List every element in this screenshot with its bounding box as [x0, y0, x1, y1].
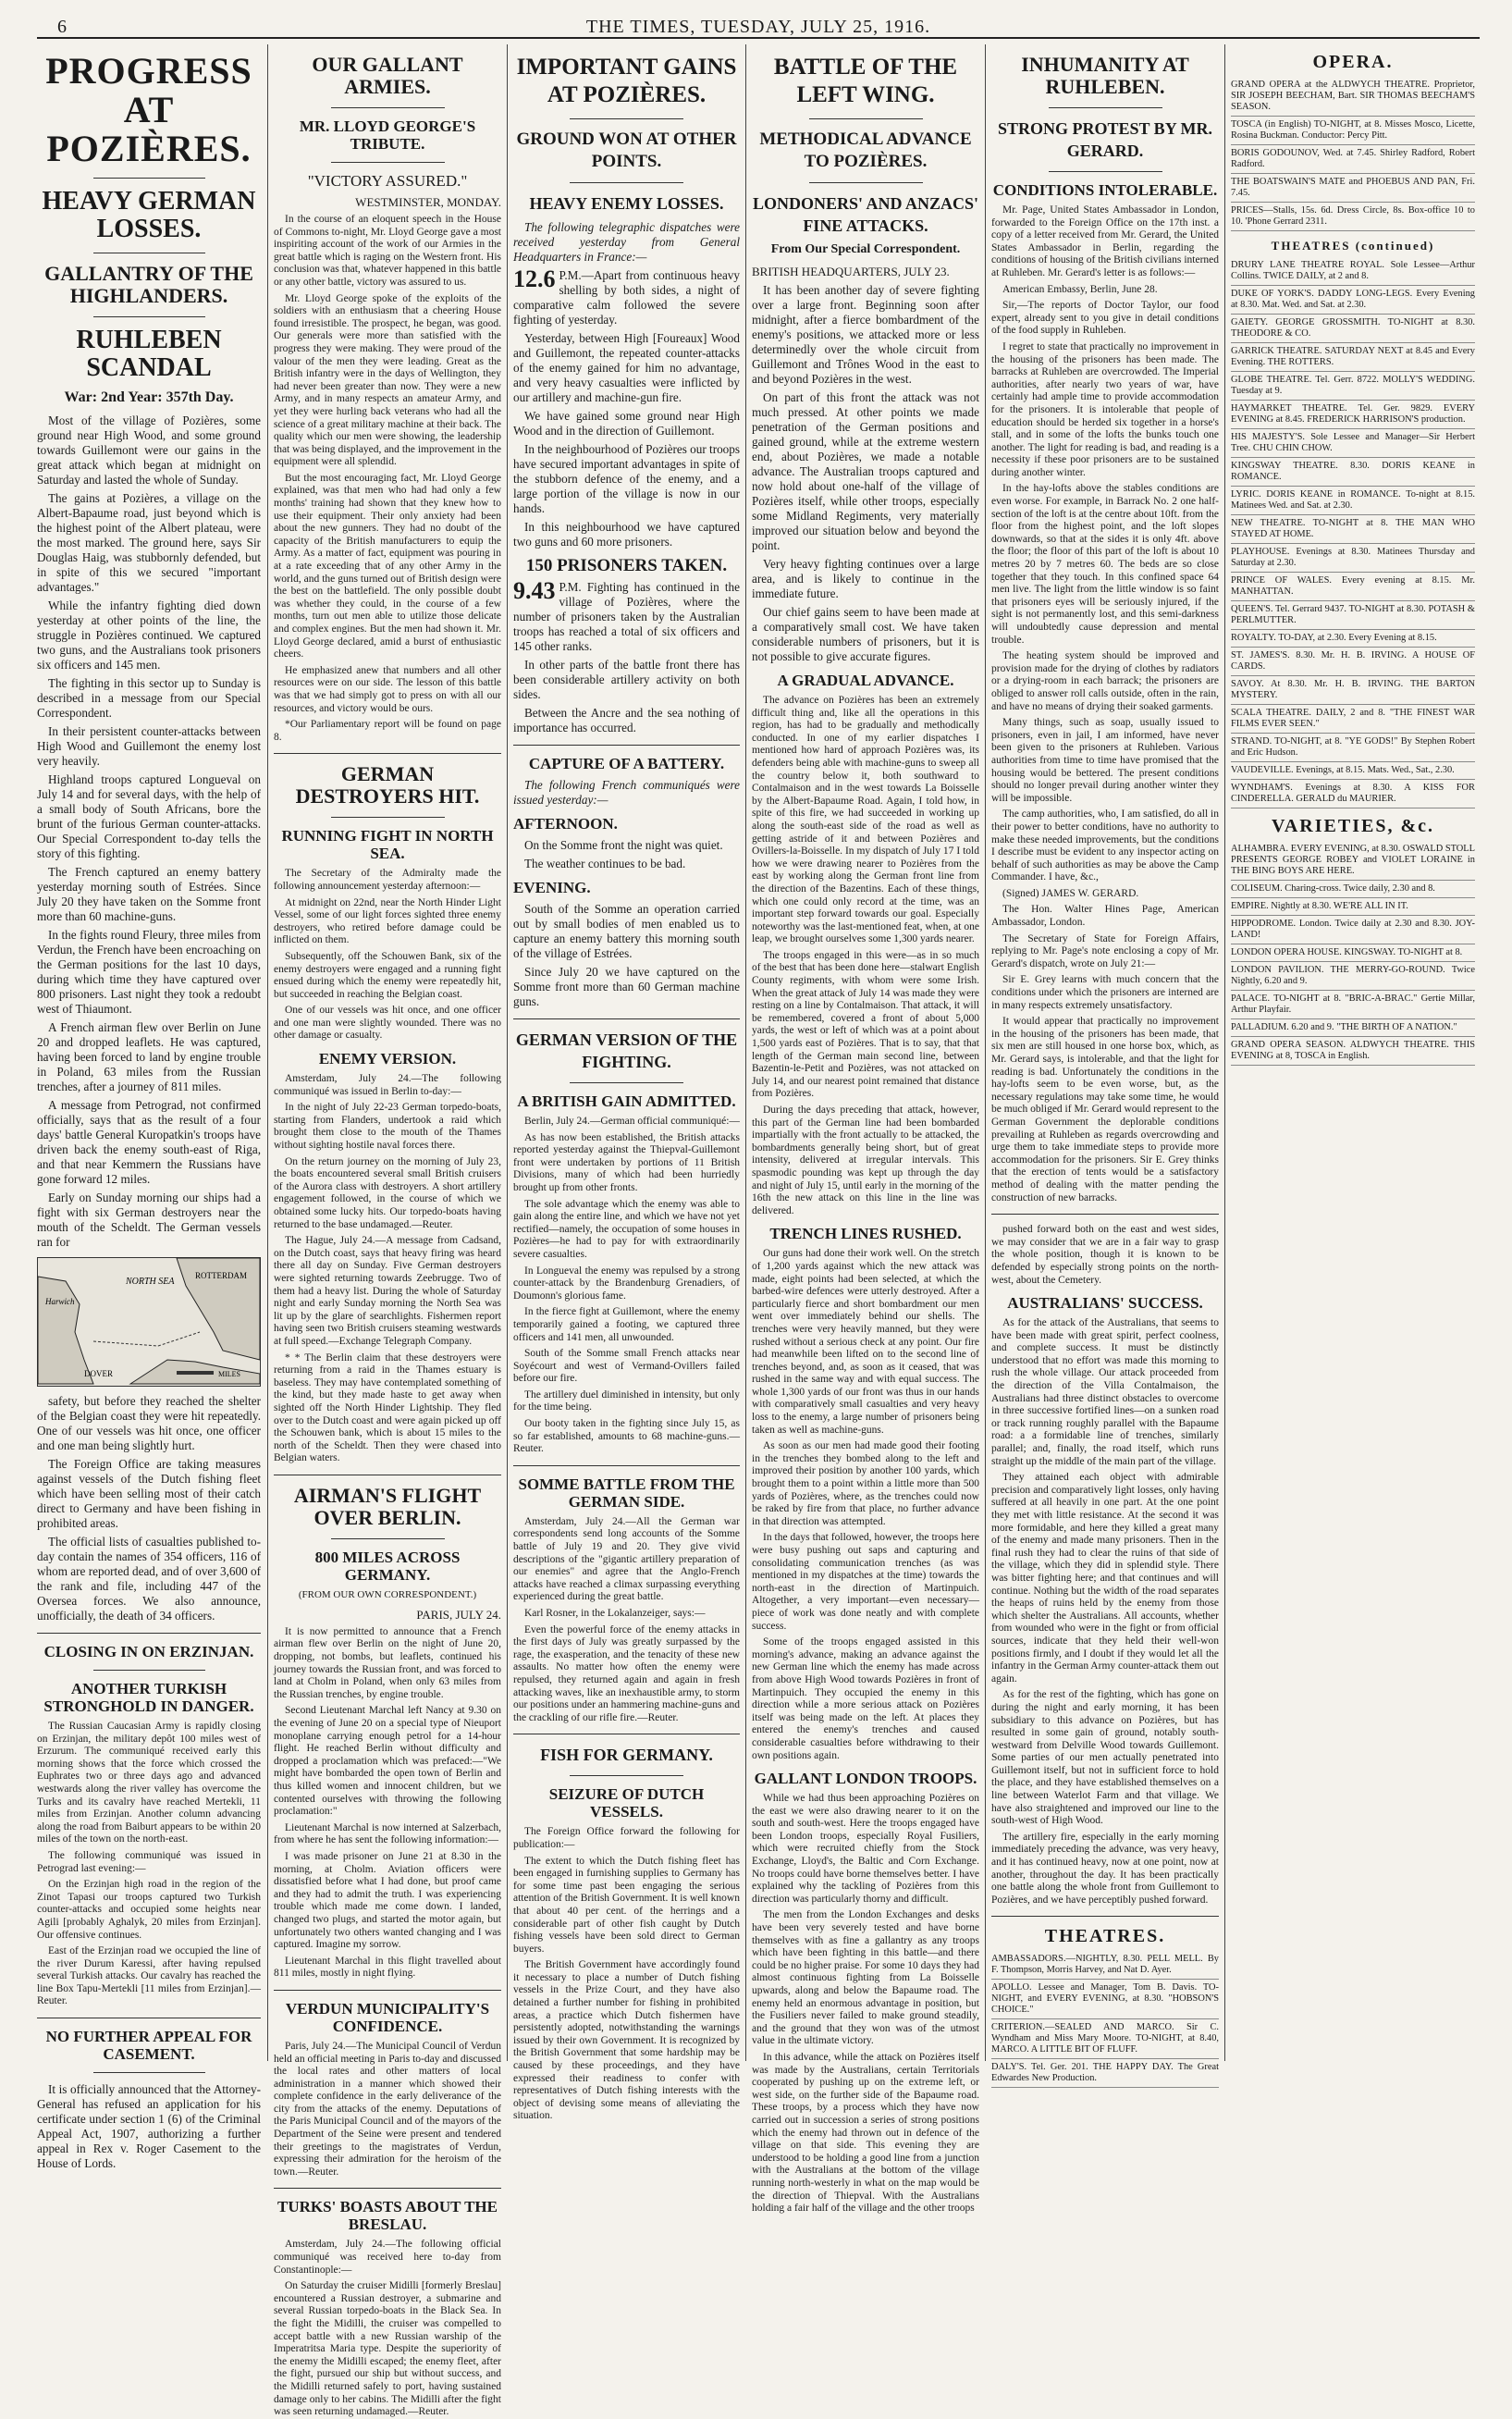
article-paragraph: In this advance, while the attack on Pozières itself was made by the Australians, certain Territorials cooperated by pushing up on the extreme left, or west side, on the further side of the Bapaume road. These troops, by a process which they have now carried out in succession a series of strong positions which the enemy had thrown out in defence of the village on that side. This evening they are understood to be holding a good line from a junction with the Australians at the bottom of the village running north-westerly in what on the map would be the direction of Thiepval. With the Australians holding a fair half of the village and the other troops	[752, 2051, 979, 2215]
opera-headline: OPERA.	[1312, 52, 1394, 72]
theatre-listing: KINGSWAY THEATRE. 8.30. DORIS KEANE in ROMANCE.	[1231, 458, 1475, 487]
article-paragraph: safety, but before they reached the shelter of the Belgian coast they were hit repeatedly. One of our vessels was hit once, one officer and one man being slightly hurt.	[37, 1394, 261, 1452]
theatre-listing: STRAND. TO-NIGHT, at 8. "YE GODS!" By Stephen Robert and Eric Hudson.	[1231, 734, 1475, 762]
variety-listing: LONDON OPERA HOUSE. KINGSWAY. TO-NIGHT at 8.	[1231, 944, 1475, 962]
theatre-listing: APOLLO. Lessee and Manager, Tom B. Davis. TO-NIGHT, and EVERY EVENING, at 8.30. "HOBSON'S CHOICE."	[991, 1980, 1219, 2019]
map-label-miles: MILES	[218, 1370, 240, 1378]
article-paragraph: In the fierce fight at Guillemont, where the enemy temporarily gained a footing, we captured three officers and 141 men, all unwounded.	[513, 1306, 740, 1343]
article-paragraph: The weather continues to be bad.	[524, 857, 686, 870]
article-paragraph: As for the attack of the Australians, that seems to have been made with great spirit, perfect coolness, and complete success. It must be distinctly understood that no effort was made this morning to rush the whole village. Our attack proceeded from the direction of the Villa Contalmaison, the Australians had three distinct obstacles to overcome in three successive fortified lines—on a sunken road or track running roughly parallel with the Bapaume road: a a formidable line of trenches, similarly parallel; and, finally, the road itself, which runs straight up the middle of the main part of the village.	[991, 1317, 1219, 1467]
theatre-listing: PRINCE OF WALES. Every evening at 8.15. Mr. MANHATTAN.	[1231, 573, 1475, 601]
theatre-listing: PLAYHOUSE. Evenings at 8.30. Matinees Thursday and Saturday at 2.30.	[1231, 544, 1475, 573]
article-paragraph: A message from Petrograd, not confirmed officially, says that as the result of a four days' battle General Kuropatkin's troops have driven back the enemy south-east of Riga, and that near Kemmern the Russians have gone forward 12 miles.	[37, 1098, 261, 1186]
theatre-listing: ROYALTY. TO-DAY, at 2.30. Every Evening at 8.15.	[1231, 630, 1475, 648]
airman-subheadline: 800 MILES ACROSS GERMANY.	[314, 1548, 461, 1584]
article-paragraph: Lieutenant Marchal is now interned at Salzerbach, from where he has sent the following information:—	[274, 1821, 501, 1846]
article-paragraph: In the fights round Fleury, three miles from Verdun, the French have been encroaching on the German positions for the last 10 days, during which time they have captured over 800 prisoners. Last night they took a redoubt west of Thiaumont.	[37, 928, 261, 1016]
sub-headline: HEAVY GERMAN LOSSES.	[42, 187, 256, 243]
theatre-listing: WYNDHAM'S. Evenings at 8.30. A KISS FOR CINDERELLA. GERALD du MAURIER.	[1231, 780, 1475, 808]
varieties-headline: VARIETIES, &c.	[1272, 816, 1434, 836]
article-paragraph: One of our vessels was hit once, and one officer and one man were slightly wounded. There was no other damage or casualty.	[274, 1005, 501, 1042]
inhumanity-headline: INHUMANITY AT RUHLEBEN.	[1021, 53, 1189, 98]
article-paragraph: pushed forward both on the east and west sides, we may consider that we are in a fair way to grasp the whole position, though it is known to be defended by especially strong points on the north-west, about the Cemetery.	[991, 1224, 1219, 1286]
article-paragraph: I was made prisoner on June 21 at 8.30 in the morning, at Cholm. Aviation officers were dissatisfied before what I had done, but proof came and they had to admit the truth. I was experiencing trouble which made me come down. I landed, changed two plugs, and started the motor again, but unfortunately two others wanted changing and I was captured. Imagine my sorrow.	[274, 1850, 501, 1951]
article-paragraph: Since July 20 we have captured on the Somme front more than 60 German machine guns.	[513, 965, 740, 1008]
article-paragraph: The British Government have accordingly found it necessary to place a number of Dutch fishing vessels in the Prize Court, and they have also detained a further number for fishing in prohibited areas, a practice which Dutch fishermen have persistently adopted, notwithstanding the warnings issued by their own Government. It is recognized by the British Government that some hardship may be caused by these proceedings, and they have expressed their readiness to confer with representatives of Dutch fishing interests with the object of devising some means of alleviating the situation.	[513, 1959, 740, 2122]
article-paragraph: A French airman flew over Berlin on June 20 and dropped leaflets. He was captured, having been forced to land by engine trouble in Poland, 63 miles from the Russian trenches, after a journey of 811 miles.	[37, 1020, 261, 1093]
theatre-listing: VAUDEVILLE. Evenings, at 8.15. Mats. Wed., Sat., 2.30.	[1231, 762, 1475, 780]
article-paragraph: Our guns had done their work well. On the stretch of 1,200 yards against which the new attack was made, eight points had been selected, at which the barbed-wire defences were utterly destroyed. After a particularly fierce and short bombardment our men went over immediately behind our shells. The trenches were very heavily manned, but they were rushed without a serious check at any point. Our fire had meanwhile been lifted on to the second line of trenches beyond, and, as soon as it ceased, that was rushed in the same way and with equal success. The whole 1,300 yards of our front was thus in our hands with comparatively small casualties and very heavy loss to the enemy, a large number of prisoners being taken as well as machine-guns.	[752, 1248, 979, 1436]
article-paragraph: I regret to state that practically no improvement in the housing of the prisoners has been made. The barracks at Ruhleben are overcrowded. The Imperial authorities, after nearly two years of war, have certainly had ample time to provide accommodation for the prisoners. It is intolerable that people of education should be herded six together in a horse's stall, and in some of the lofts the bunks touch one another. The light for reading is bad, and reading is a necessity if these poor prisoners are to be sustained during another winter.	[991, 340, 1219, 478]
article-paragraph: Many things, such as soap, usually issued to prisoners, even in jail, I am informed, have never been given to the prisoners at Ruhleben. Various authorities from time to time have promised that the housing would be bettered. The present conditions should no longer prevail during another winter they will be impossible.	[991, 717, 1219, 804]
article-paragraph: Berlin, July 24.—German official communiqué:—	[524, 1116, 740, 1127]
article-paragraph: The extent to which the Dutch fishing fleet has been engaged in furnishing supplies to Germany has for some time past been engaging the serious attention of the British Government. It is well known that about 40 per cent. of the herrings and a considerable part of other fish caught by Dutch fishing vessels have been sold direct to German buyers.	[513, 1855, 740, 1955]
article-paragraph: The Foreign Office forward the following for publication:—	[513, 1826, 740, 1850]
article-paragraph: On the Erzinjan high road in the region of the Zinot Tapasi our troops captured two Turkish counter-attacks and occupied some heights near Agili [probably Aghalyk, 20 miles from Erzinjan]. Our offensive continues.	[37, 1879, 261, 1941]
theatres-continued-headline: THEATRES (continued)	[1271, 239, 1435, 253]
masthead	[37, 13, 1480, 39]
article-paragraph: American Embassy, Berlin, June 28.	[1002, 283, 1158, 295]
verdun-text: Paris, July 24.—The Municipal Council of Verdun held an official meeting in Paris to-day and discussed the local rates and other matters of local administration in a manner which showed their complete confidence in the early deliverance of the city from the attacks of the enemy. Deputations of the Paris Municipal Council and of the mayors of the Department of the Seine were present and tendered their greetings to the magistrates of Verdun, expressing their admiration for the heroism of the town.—Reuter.	[274, 2040, 501, 2178]
victory-quote: "VICTORY ASSURED."	[307, 172, 468, 190]
article-paragraph: The official lists of casualties published to-day contain the names of 354 officers, 116 of whom are reported dead, and of over 3,600 of the rank and file, including 447 of the Oversea forces. We also announce, unofficially, the death of 34 officers.	[37, 1535, 261, 1623]
variety-listing: COLISEUM. Charing-cross. Twice daily, 2.30 and 8.	[1231, 881, 1475, 898]
variety-listing: LONDON PAVILION. THE MERRY-GO-ROUND. Twice Nightly, 6.20 and 9.	[1231, 962, 1475, 991]
article-paragraph: But the most encouraging fact, Mr. Lloyd George explained, was that men who had had only a few months' training had shown that they knew how to use their equipment. Their only anxiety had been about the new gunners. They had no doubt of the capacity of the British manufacturers to equip the Army. As a matter of fact, equipment was pouring in at a rate exceeding that of any other Army in the world, and the guns turned out of British design were the best on the battlefield. The only possible doubt was whether they could, in the course of a few months, turn out men able to utilize those delicate and complex engines. But the men had shown it. Mr. Lloyd George declared, amid a burst of enthusiastic cheers.	[274, 472, 501, 660]
article-paragraph: The Secretary of State for Foreign Affairs, replying to Mr. Page's note enclosing a copy of Mr. Gerard's dispatch, wrote on July 21:—	[991, 932, 1219, 969]
variety-listing: GRAND OPERA SEASON. ALDWYCH THEATRE. THIS EVENING at 8, TOSCA in English.	[1231, 1037, 1475, 1066]
enemy-version-headline: ENEMY VERSION.	[318, 1050, 457, 1068]
article-paragraph: The heating system should be improved and provision made for the drying of clothes by radiators or a drying-room in each barrack; the prisoners are obliged to answer roll calls outside, often in the rain, and have no means of drying their soaked garments.	[991, 650, 1219, 712]
article-paragraph: Most of the village of Pozières, some ground near High Wood, and some ground towards Guillemont were our gains in the great attack which began at midnight on Saturday and lasted the whole of Sunday.	[37, 413, 261, 487]
article-paragraph: The artillery duel diminished in intensity, but only for the time being.	[513, 1388, 740, 1413]
article-paragraph: In their persistent counter-attacks between High Wood and Guillemont the enemy lost very heavily.	[37, 724, 261, 768]
theatre-listing: AMBASSADORS.—NIGHTLY, 8.30. PELL MELL. By F. Thompson, Morris Harvey, and Nat D. Ayer.	[991, 1951, 1219, 1980]
article-paragraph: The French captured an enemy battery yesterday morning south of Estrées. Since July 20 they have taken on the Somme front more than 60 machine-guns.	[37, 865, 261, 923]
article-paragraph: Our booty taken in the fighting since July 15, as so far established, amounts to 68 machine-guns.—Reuter.	[513, 1418, 740, 1455]
article-paragraph: Between the Ancre and the sea nothing of importance has occurred.	[513, 706, 740, 734]
article-paragraph: The Secretary of the Admiralty made the following announcement yesterday afternoon:—	[274, 868, 501, 892]
airman-headline: AIRMAN'S FLIGHT OVER BERLIN.	[293, 1483, 482, 1529]
battery-intro: The following French communiqués were issued yesterday:—	[513, 778, 740, 807]
article-paragraph: Sir,—The reports of Doctor Taylor, our food expert, already sent to you give in detail conditions of the food supply in Ruhleben.	[991, 300, 1219, 337]
dispatch-text: P.M.—Apart from continuous heavy shelling by both sides, a night of comparative calm followed the severe fighting of yesterday.	[513, 268, 740, 327]
fish-headline: FISH FOR GERMANY.	[540, 1746, 713, 1765]
article-paragraph: Amsterdam, July 24.—The following communiqué was issued in Berlin to-day:—	[274, 1073, 501, 1097]
article-paragraph: Second Lieutenant Marchal left Nancy at 9.30 on the evening of June 20 on a special type of Nieuport monoplane carrying enough petrol for a 14-hour flight. He reached Berlin without difficulty and dropped a proclamation which was prefaced:—"We might have bombarded the open town of Berlin and thus killed women and innocent children, but we contented ourselves with throwing the following proclamation:"	[274, 1705, 501, 1818]
seizure-headline: SEIZURE OF DUTCH VESSELS.	[548, 1785, 705, 1821]
article-paragraph: The men from the London Exchanges and desks have been very severely tested and have borne themselves with as fine a gallantry as any troops which have been fighting in this battle—and there could be no higher praise. For some 10 days they had almost continuous fighting from La Boisselle upwards, along and below the Bapaume road. The enemy held an enormous advantage in position, but the Fusiliers never failed to make ground steadily, and the ground that they won was of the utmost value in the ultimate victory.	[752, 1909, 979, 2047]
article-paragraph: In the days that followed, however, the troops here were busy pushing out saps and capturing and consolidating communication trenches (as was mentioned in my dispatches at the time) towards the north-east in the direction of Martinpuich. Altogether, a very important—even necessary—piece of work was done neatly and with complete success.	[752, 1532, 979, 1632]
article-paragraph: Even the powerful force of the enemy attacks in the first days of July was greatly surpassed by the rage, the exasperation, and the tenacity of these new assaults. No matter how often the enemy were repulsed, they returned again and again in fresh attacking waves, like an inexhaustible army, to storm our positions under an hammering machine-guns and the crackling of our rifle fire.—Reuter.	[513, 1623, 740, 1723]
appeal-text: It is officially announced that the Attorney-General has refused an application for his certificate under section 1 (6) of the Criminal Appeal Act, 1907, authorizing a further appeal in Rex v. Roger Casement to the House of Lords.	[37, 2082, 261, 2171]
dispatch-text: P.M. Fighting has continued in the village of Pozières, where the number of prisoners taken by the Australian troops has reached a total of six officers and 145 other ranks.	[513, 580, 740, 653]
time-stamp: 12.6	[513, 265, 556, 292]
theatre-listing: SCALA THEATRE. DAILY, 2 and 8. "THE FINEST WAR FILMS EVER SEEN."	[1231, 705, 1475, 734]
theatre-listing: QUEEN'S. Tel. Gerrard 9437. TO-NIGHT at 8.30. POTASH & PERLMUTTER.	[1231, 601, 1475, 630]
london-troops-headline: GALLANT LONDON TROOPS.	[754, 1770, 977, 1788]
article-paragraph: It would appear that practically no improvement in the housing of the prisoners has been made, that six men are still housed in one horse box, which, as Mr. Gerard says, is intolerable, and that the light for reading is bad. Unfortunately the conditions in the hay-lofts seem to be even worse, but, as the necessary regulations may take some time, he would be much obliged if Mr. Gerard would represent to the German Government the deplorable conditions prevailing at Ruhleben as regards overcrowding and urge them to take immediate steps to provide more accommodation for the prisoners. Sir E. Grey thinks that the erection of tents would be a satisfactory method of dealing with the matter pending the construction of new barracks.	[991, 1016, 1219, 1203]
column-5	[991, 44, 1219, 2084]
article-paragraph: As has now been established, the British attacks reported yesterday against the Thiepval-Guillemont front were undertaken by portions of 11 British Divisions, many of which had been hurriedly brought up from other fronts.	[513, 1131, 740, 1193]
article-paragraph: In the course of an eloquent speech in the House of Commons to-night, Mr. Lloyd George gave a most inspiriting account of the work of our Armies in the great battle which is raging on the Western front. His conclusion was that, whatever happened in this battle or any other battle, victory was assured to us.	[274, 214, 501, 288]
airman-dateline: PARIS, JULY 24.	[416, 1607, 501, 1622]
left-wing-headline: BATTLE OF THE LEFT WING.	[773, 55, 958, 107]
australians-headline: AUSTRALIANS' SUCCESS.	[1007, 1294, 1203, 1313]
gradual-advance-headline: A GRADUAL ADVANCE.	[777, 672, 954, 689]
opera-listing: THE BOATSWAIN'S MATE and PHOEBUS AND PAN, Fri. 7.45.	[1231, 174, 1475, 203]
article-paragraph: The fighting in this sector up to Sunday is described in a message from our Special Correspondent.	[37, 676, 261, 720]
erzinjan-headline: CLOSING IN ON ERZINJAN.	[43, 1643, 254, 1660]
somme-headline: SOMME BATTLE FROM THE GERMAN SIDE.	[518, 1475, 735, 1511]
theatre-listing: DALY'S. Tel. Ger. 201. THE HAPPY DAY. The Great Edwardes New Production.	[991, 2059, 1219, 2088]
theatre-listing: DUKE OF YORK'S. DADDY LONG-LEGS. Every Evening at 8.30. Mat. Wed. and Sat. at 2.30.	[1231, 286, 1475, 315]
north-sea-map	[37, 1257, 261, 1387]
column-1	[37, 44, 261, 2171]
theatre-listing: DRURY LANE THEATRE ROYAL. Sole Lessee—Arthur Collins. TWICE DAILY, at 2 and 8.	[1231, 257, 1475, 286]
theatre-listing: HAYMARKET THEATRE. Tel. Ger. 9829. EVERY EVENING at 8.45. FREDERICK HARRISON'S production.	[1231, 401, 1475, 429]
article-paragraph: In Longueval the enemy was repulsed by a strong counter-attack by the Brandenburg Grenadiers, of Doumonn's glorious fame.	[513, 1265, 740, 1302]
verdun-headline: VERDUN MUNICIPALITY'S CONFIDENCE.	[285, 1999, 490, 2035]
article-paragraph: In this neighbourhood we have captured two guns and 60 more prisoners.	[513, 520, 740, 549]
article-paragraph: Very heavy fighting continues over a large area, and is likely to continue in the immediate future.	[752, 557, 979, 600]
theatre-listing: NEW THEATRE. TO-NIGHT at 8. THE MAN WHO STAYED AT HOME.	[1231, 515, 1475, 544]
article-paragraph: While the infantry fighting died down yesterday at other points of the line, the struggle in Pozières continued. We captured two guns, and the Australians took prisoners six officers and 145 men.	[37, 599, 261, 672]
variety-listing: PALACE. TO-NIGHT at 8. "BRIC-A-BRAC." Gertie Millar, Arthur Playfair.	[1231, 991, 1475, 1019]
article-paragraph: On part of this front the attack was not much pressed. At other points we made penetration of the German positions and gained ground, while at the extreme western end, about Pozières, we made a notable advance. The Australian troops captured and now hold about one-half of the village of Pozières itself, while other troops, especially some Midland Regiments, very materially improved our situation below and beyond the point.	[752, 390, 979, 552]
article-paragraph: The troops engaged in this were—as in so much of the best that has been done here—stalwart English County regiments, with whom were some Irish. When the great attack of July 14 was made they were resting on a line by Contalmaison. That attack, it will be remembered, covered a front of about 5,000 yards, the west or left of which was at a point about 1,500 yards east of Pozières. That is to say, that that length of the German main second line, between Bazentin-le-Petit and Pozières, was not attacked on July 14, and our nearest point remained that distance from Pozières.	[752, 949, 979, 1100]
article-paragraph: The sole advantage which the enemy was able to gain along the entire line, and which we have not yet rectified—namely, the occupation of some houses in Pozières—he had to pay for with extraordinarily severe casualties.	[513, 1198, 740, 1260]
trench-lines-headline: TRENCH LINES RUSHED.	[769, 1225, 962, 1243]
article-paragraph: As for the rest of the fighting, which has gone on during the night and early morning, it has been subsidiary to this advance on Pozières, but has resulted in some gain of ground, notably south-westward from Delville Wood towards Guillemont. Some parties of our men actually penetrated into Guillemont itself, but not in sufficient force to hold the place, and they have established themselves on a line between Waterlot Farm and that village. We have also straightened and improved our line to the south-west of High Wood.	[991, 1689, 1219, 1827]
article-paragraph: The gains at Pozières, a village on the Albert-Bapaume road, just beyond which is the highest point of the Albert plateau, were the most marked. The ground here, says Sir Douglas Haig, was stubbornly defended, but in spite of this we secured "important advantages."	[37, 491, 261, 594]
article-paragraph: On Saturday the cruiser Midilli [formerly Breslau] encountered a Russian destroyer, a submarine and several Russian torpedo-boats in the Black Sea. In the fight the Midilli, the cruiser was compelled to accept battle with a new Russian warship of the Imperatritsa Maria type. Despite the superiority of the enemy the Midilli escaped; the enemy fleet, after the fight, pursued our ship but without success, and the Midilli returned safely to port, having sustained damage only to her cabins. The Midilli after the fight was seen returning undamaged.—Reuter.	[274, 2280, 501, 2418]
opera-listing: GRAND OPERA at the ALDWYCH THEATRE. Proprietor, SIR JOSEPH BEECHAM, Bart. SIR THOMAS BEECHAM'S SEASON.	[1231, 77, 1475, 117]
breslau-headline: TURKS' BOASTS ABOUT THE BRESLAU.	[277, 2198, 498, 2234]
article-paragraph: During the days preceding that attack, however, this part of the German line had been bombarded impartially with the front actually to be attacked, the bombardments generally being short, but of great intensity, delivered at irregular intervals. This spasmodic pounding was kept up through the day and night of July 15, until early in the morning of the 16th the new attack on this line in the line was delivered.	[752, 1105, 979, 1216]
main-headline: PROGRESS AT POZIÈRES.	[45, 50, 252, 169]
theatre-listing: GAIETY. GEORGE GROSSMITH. TO-NIGHT at 8.30. THEODORE & CO.	[1231, 315, 1475, 343]
evening-label: EVENING.	[513, 879, 591, 896]
article-paragraph: As soon as our men had made good their footing in the trenches they bombed along to the left and improved their position by another 100 yards, which brought them to a point within a little more than 500 yards of Pozières, where, as the trenches could now be raked by fire from that place, no further advance in that direction was attempted.	[752, 1440, 979, 1527]
appeal-headline: NO FURTHER APPEAL FOR CASEMENT.	[45, 2028, 252, 2064]
article-paragraph: Mr. Lloyd George spoke of the exploits of the soldiers with an enthusiasm that a cheering House found irresistible. The prospect, he began, was good. Our generals were more than satisfied with the progress they were making. They were proud of the valour of the men they were leading. Great as the British infantry were in the days of Wellington, they had never been greater than now. They were a new Army, and in many respects an amateur Army, and yet they were hurling back veterans who had all the science of a great military machine at their back. The quality which our men were showing, the leadership that was being displayed, and the improvement in the equipment were all splendid.	[274, 292, 501, 468]
gains-headline: IMPORTANT GAINS AT POZIÈRES.	[516, 55, 737, 107]
article-paragraph: * * The Berlin claim that these destroyers were returning from a raid in the Thames estuary is baseless. They may have contemplated something of the kind, but they made haste to get away when sighted off the North Hinder Lightship. They fled over to the Dutch coast and were again picked up off the Schouwen bank, which is about 15 miles to the north of the Scheldt. Then they were chased into Belgian waters.	[274, 1351, 501, 1464]
theatre-listing: GARRICK THEATRE. SATURDAY NEXT at 8.45 and Every Evening. THE ROTTERS.	[1231, 343, 1475, 372]
theatre-listing: CRITERION.—SEALED AND MARCO. Sir C. Wyndham and Miss Mary Moore. TO-NIGHT, at 8.40, MARCO. A LITTLE BIT OF FLUFF.	[991, 2019, 1219, 2059]
opera-listing: BORIS GODOUNOV, Wed. at 7.45. Shirley Radford, Robert Radford.	[1231, 145, 1475, 174]
dispatch-intro: The following telegraphic dispatches were received yesterday from General Headquarters in France:—	[513, 220, 740, 264]
article-paragraph: Subsequently, off the Schouwen Bank, six of the enemy destroyers were engaged and a running fight ensued during which the enemy were repeatedly hit, but succeeded in reaching the Belgian coast.	[274, 950, 501, 1000]
article-paragraph: In the night of July 22-23 German torpedo-boats, starting from Flanders, undertook a raid which brought them close to the mouth of the Thames without sighting hostile naval forces there.	[274, 1102, 501, 1152]
article-paragraph: The Hon. Walter Hines Page, American Ambassador, London.	[991, 904, 1219, 929]
column-4	[752, 44, 979, 2215]
time-stamp: 9.43	[513, 577, 556, 604]
article-paragraph: It has been another day of severe fighting over a large front. Beginning soon after midnight, after a fierce bombardment of the enemy's positions, we attacked more or less determinedly over the whole circuit from Guillemont and Trônes Wood in the east to and beyond Pozières in the west.	[752, 283, 979, 386]
airman-from: (FROM OUR OWN CORRESPONDENT.)	[298, 1588, 477, 1600]
column-3	[513, 44, 740, 2122]
variety-listing: EMPIRE. Nightly at 8.30. WE'RE ALL IN IT.	[1231, 898, 1475, 916]
article-paragraph: The Russian Caucasian Army is rapidly closing on Erzinjan, the military depôt 100 miles west of Erzurum. The communiqué received early this morning shows that the force which crossed the Euphrates two or three days ago and advanced westwards along the river valley has overcome the Turks and its cavalry have reached Mertekli, 11 miles from Erzinjan. Another column advancing along the road from Baiburt appears to be within 20 miles of the town on the north-east.	[37, 1721, 261, 1845]
losses-headline: HEAVY ENEMY LOSSES.	[529, 194, 724, 213]
sub-headline: GALLANTRY OF THE HIGHLANDERS.	[44, 262, 253, 307]
afternoon-label: AFTERNOON.	[513, 815, 618, 833]
theatres-headline: THEATRES.	[1044, 1926, 1166, 1947]
article-paragraph: On the return journey on the morning of July 23, the boats encountered several small British cruisers of the Aurora class with destroyers. A short artillery engagement followed, in the course of which we obtained some lucky hits. Our torpedo-boats having returned to the base undamaged.—Reuter.	[274, 1155, 501, 1230]
article-paragraph: South of the Somme small French attacks near Soyécourt and west of Vermand-Ovillers failed before our fire.	[513, 1348, 740, 1385]
ground-won-headline: GROUND WON AT OTHER POINTS.	[516, 130, 737, 171]
armies-headline: OUR GALLANT ARMIES.	[312, 53, 463, 98]
column-6	[1231, 44, 1475, 2061]
londoners-headline: LONDONERS' AND ANZACS' FINE ATTACKS.	[752, 194, 979, 235]
column-rule	[745, 44, 746, 2061]
article-paragraph: Karl Rosner, in the Lokalanzeiger, says:—	[524, 1608, 706, 1619]
column-rule	[267, 44, 268, 2061]
battery-headline: CAPTURE OF A BATTERY.	[528, 755, 725, 772]
article-paragraph: Some of the troops engaged assisted in this morning's advance, making an advance against the new German line which the enemy has made across from above High Wood towards Pozières in front of Martinpuich. They occupied the enemy in this direction while a more serious attack on Pozières itself was being made on the left. At places they entered the enemy's trenches and caused considerable casualties before withdrawing to their own positions again.	[752, 1636, 979, 1761]
article-paragraph: The camp authorities, who, I am satisfied, do all in their power to better conditions, have no authority to make these needed improvements, but the conditions I describe must be evident to any inspector acting on behalf of such authorities as may be above the Camp Commander. I have, &c.,	[991, 808, 1219, 883]
article-paragraph: The advance on Pozières has been an extremely difficult thing and, like all the operations in this region, has had to be gradually and methodically conducted. In one of my earlier dispatches I mentioned how hard of approach Pozières was, its defenders being able with machine-guns to sweep all the country below it, both southward to Contalmaison and in the west towards La Boisselle by the Albert-Bapaume Road. Again, I told how, in spite of this fire, we had succeeded in working up along the south-east side of the road as well as getting astride of it and between Pozières and Ovillers-la-Boisselle. In my dispatch of July 17 I told how we were drawing nearer to Pozières from the east by working along the German front line from the direction of the Bazentins. Each of these things, which one could only record at the time, was an important step forward towards our goal. Especially noteworthy was the last-mentioned feat, when, at one leap, we brought ourselves some 1,300 yards nearer.	[752, 695, 979, 945]
map-scale-bar	[177, 1371, 214, 1375]
article-paragraph: In the hay-lofts above the stables conditions are even worse. For example, in Barrack No. 2 one half-section of the loft is at the centre about 10ft. from the floor from the highest point, and the loft slopes downwards, so that at the sides it is only 4ft. above the floor; the floor of this part of the loft is about 10 metres 20 by 7 metres 60. The beds are so close together that they touch. In this confined space 64 men live. The light from the little window is so faint that prisoners eyes will be seriously injured, if the sight is not permanently lost, and this semi-darkness will undoubtedly cause depression and mental trouble.	[991, 483, 1219, 646]
variety-listing: ALHAMBRA. EVERY EVENING, at 8.30. OSWALD STOLL PRESENTS GEORGE ROBEY and VIOLET LORAINE in THE BING BOYS ARE HERE.	[1231, 841, 1475, 881]
newspaper-title: THE TIMES, TUESDAY, JULY 25, 1916.	[585, 17, 931, 37]
protest-headline: STRONG PROTEST BY MR. GERARD.	[997, 119, 1213, 160]
dateline: WESTMINSTER, MONDAY.	[355, 195, 501, 209]
british-gain-headline: A BRITISH GAIN ADMITTED.	[517, 1092, 736, 1110]
article-paragraph: The following communiqué was issued in Petrograd last evening:—	[37, 1849, 261, 1874]
war-day: War: 2nd Year: 357th Day.	[64, 389, 234, 405]
column-2	[274, 44, 501, 2418]
erzinjan-subheadline: ANOTHER TURKISH STRONGHOLD IN DANGER.	[43, 1680, 254, 1715]
article-paragraph: It is now permitted to announce that a French airman flew over Berlin on the night of June 20, dropping, not bombs, but leaflets, continued his journey towards the Russian front, and was forced to land at Cholm in Poland, when only 63 miles from the Russian trenches, by engine trouble.	[274, 1625, 501, 1700]
column-rule	[985, 44, 986, 2061]
conditions-headline: CONDITIONS INTOLERABLE.	[992, 181, 1218, 199]
article-paragraph: Sir E. Grey learns with much concern that the conditions under which the prisoners are interned are in many respects extremely unsatisfactory.	[991, 974, 1219, 1011]
article-paragraph: While we had thus been approaching Pozières on the east we were also drawing nearer to it on the south and south-west. Here the troops engaged have been London troops, especially Royal Fusiliers, which were recruited chiefly from the Stock Exchange, Lloyd's, the Baltic and Corn Exchange. No troops could have borne themselves better. I have explained why the tackling of Pozières from this direction was particularly thorny and difficult.	[752, 1793, 979, 1905]
article-paragraph: Mr. Page, United States Ambassador in London, forwarded to the Foreign Office on the 17th inst. a copy of a letter received from Mr. Gerard, the United States Ambassador in Berlin, regarding the conditions of housing of the British civilians interned at Ruhleben. Mr. Gerard's letter is as follows:—	[991, 204, 1219, 278]
map-label-rotterdam: ROTTERDAM	[195, 1271, 247, 1280]
article-paragraph: At midnight on 22nd, near the North Hinder Light Vessel, some of our light forces sighted three enemy destroyers, who retired before damage could be inflicted on them.	[274, 896, 501, 946]
article-paragraph: Lieutenant Marchal in this flight travelled about 811 miles, mostly in night flying.	[274, 1955, 501, 1980]
tribute-headline: MR. LLOYD GEORGE'S TRIBUTE.	[299, 117, 476, 153]
destroyers-subheadline: RUNNING FIGHT IN NORTH SEA.	[281, 827, 494, 863]
article-paragraph: He emphasized anew that numbers and all other resources were on our side. The lesson of this battle was that we had simply got to press on with all our resources, and victory would be ours.	[274, 664, 501, 714]
article-paragraph: Highland troops captured Longueval on July 14 and for several days, with the help of a small body of South Africans, bore the brunt of the furious German counter-attacks. Our Special Correspondent to-day tells the story of this fighting.	[37, 772, 261, 860]
map-label-harwich: Harwich	[45, 1297, 75, 1306]
theatre-listing: LYRIC. DORIS KEANE in ROMANCE. To-night at 8.15. Matinees Wed. and Sat. at 2.30.	[1231, 487, 1475, 515]
methodical-headline: METHODICAL ADVANCE TO POZIÈRES.	[759, 130, 972, 171]
article-paragraph: In other parts of the battle front there has been considerable artillery activity on both sides.	[513, 658, 740, 701]
article-paragraph: Early on Sunday morning our ships had a fight with six German destroyers near the mouth of the Scheldt. The German vessels ran for	[37, 1191, 261, 1249]
column-rule	[507, 44, 508, 2061]
article-paragraph: The Hague, July 24.—A message from Cadsand, on the Dutch coast, says that heavy firing was heard there all day on Sunday. Five German destroyers were sighted returning towards Zeebrugge. Two of them had a heavy list. During the whole of Saturday night and early Sunday morning the North Sea was lit up by the glare of searchlights. Fishermen report having seen two British cruisers steaming westwards at full speed.—Exchange Telegraph Company.	[274, 1235, 501, 1347]
article-paragraph: The artillery fire, especially in the early morning immediately preceding the advance, was very heavy, and it has continued heavy, now at one point, now at another, throughout the day. It has been practically one battle along the whole front from Guillemont to Pozières, and we have perceptibly pushed forward.	[991, 1831, 1219, 1906]
article-paragraph: (Signed) JAMES W. GERARD.	[1002, 887, 1139, 899]
article-paragraph: They attained each object with admirable precision and comparatively light losses, only having suffered at all heavily in one part. At the one point they met with little resistance. At the second it was more formidable, and here they killed a great many of the enemy and made many prisoners. Then in the final rush they had to clear the ruins of that side of the village, which they did in splendid style. There was bitter fighting here; and that continues and will continue. Nothing but the width of the road separates the heaps of ruins held by the enemy from those which shelter the Australians. All accounts, whether from wounded who were in the fight or from official sources, indicate that they held their well-won positions firmly, and I doubt if they would let all the infantry in the German Army counter-attack them out again.	[991, 1472, 1219, 1685]
article-paragraph: *Our Parliamentary report will be found on page 8.	[274, 719, 501, 743]
theatre-listing: SAVOY. At 8.30. Mr. H. B. IRVING. THE BARTON MYSTERY.	[1231, 676, 1475, 705]
article-paragraph: In the neighbourhood of Pozières our troops have secured important advantages in spite of the stubborn defence of the enemy, and a large portion of the village is now in our hands.	[513, 442, 740, 515]
article-paragraph: Our chief gains seem to have been made at a comparatively small cost. We have taken considerable numbers of prisoners, but it is not possible to give accurate figures.	[752, 605, 979, 663]
column-rule	[1224, 44, 1225, 2061]
ruhleben-headline: RUHLEBEN SCANDAL	[76, 326, 222, 382]
opera-listing: TOSCA (in English) TO-NIGHT, at 8. Misses Mosco, Licette, Rosina Buckman. Conductor: Percy Pitt.	[1231, 117, 1475, 145]
page-number: 6	[57, 17, 67, 37]
theatre-listing: GLOBE THEATRE. Tel. Gerr. 8722. MOLLY'S WEDDING. Tuesday at 9.	[1231, 372, 1475, 401]
theatre-listing: HIS MAJESTY'S. Sole Lessee and Manager—Sir Herbert Tree. CHU CHIN CHOW.	[1231, 429, 1475, 458]
opera-listing: PRICES—Stalls, 15s. 6d. Dress Circle, 8s. Box-office 10 to 10. 'Phone Gerrard 2311.	[1231, 203, 1475, 231]
theatre-listing: ST. JAMES'S. 8.30. Mr. H. B. IRVING. A HOUSE OF CARDS.	[1231, 648, 1475, 676]
article-paragraph: South of the Somme an operation carried out by small bodies of men enabled us to capture an enemy battery this morning south of the village of Estrées.	[513, 902, 740, 960]
map-label-dover: DOVER	[84, 1369, 113, 1378]
article-paragraph: Yesterday, between High [Foureaux] Wood and Guillemont, the repeated counter-attacks of the enemy gained for him no advantage, and very heavy casualties were inflicted by our artillery and machine-gun fire.	[513, 331, 740, 404]
map-label-sea: NORTH SEA	[126, 1277, 175, 1287]
article-paragraph: On the Somme front the night was quiet.	[524, 838, 723, 852]
german-version-headline: GERMAN VERSION OF THE FIGHTING.	[515, 1031, 738, 1071]
variety-listing: PALLADIUM. 6.20 and 9. "THE BIRTH OF A NATION."	[1231, 1019, 1475, 1037]
prisoners-headline: 150 PRISONERS TAKEN.	[525, 556, 728, 575]
article-paragraph: Amsterdam, July 24.—All the German war correspondents send long accounts of the Somme battle of July 19 and 20. They give vivid descriptions of the "gigantic artillery preparation of our enemies" and agree that the Anglo-French attacks have reached a climax surpassing everything experienced during the great battle.	[513, 1515, 740, 1603]
destroyers-headline: GERMAN DESTROYERS HIT.	[295, 762, 480, 808]
article-paragraph: East of the Erzinjan road we occupied the line of the river Durum Karessi, after having repulsed several Turkish attacks. Our cavalry has reached the line Box Tapu-Mertekli [11 miles from Erzinjan].—Reuter.	[37, 1945, 261, 2007]
article-paragraph: The Foreign Office are taking measures against vessels of the Dutch fishing fleet which have been selling most of their catch direct to Germany and have been fishing in prohibited areas.	[37, 1457, 261, 1530]
dateline: BRITISH HEADQUARTERS, JULY 23.	[752, 265, 950, 278]
variety-listing: HIPPODROME. London. Twice daily at 2.30 and 8.30. JOY-LAND!	[1231, 916, 1475, 944]
article-paragraph: Amsterdam, July 24.—The following official communiqué was received here to-day from Constantinople:—	[274, 2239, 501, 2276]
correspondent: From Our Special Correspondent.	[770, 242, 961, 256]
article-paragraph: We have gained some ground near High Wood and in the direction of Guillemont.	[513, 409, 740, 438]
